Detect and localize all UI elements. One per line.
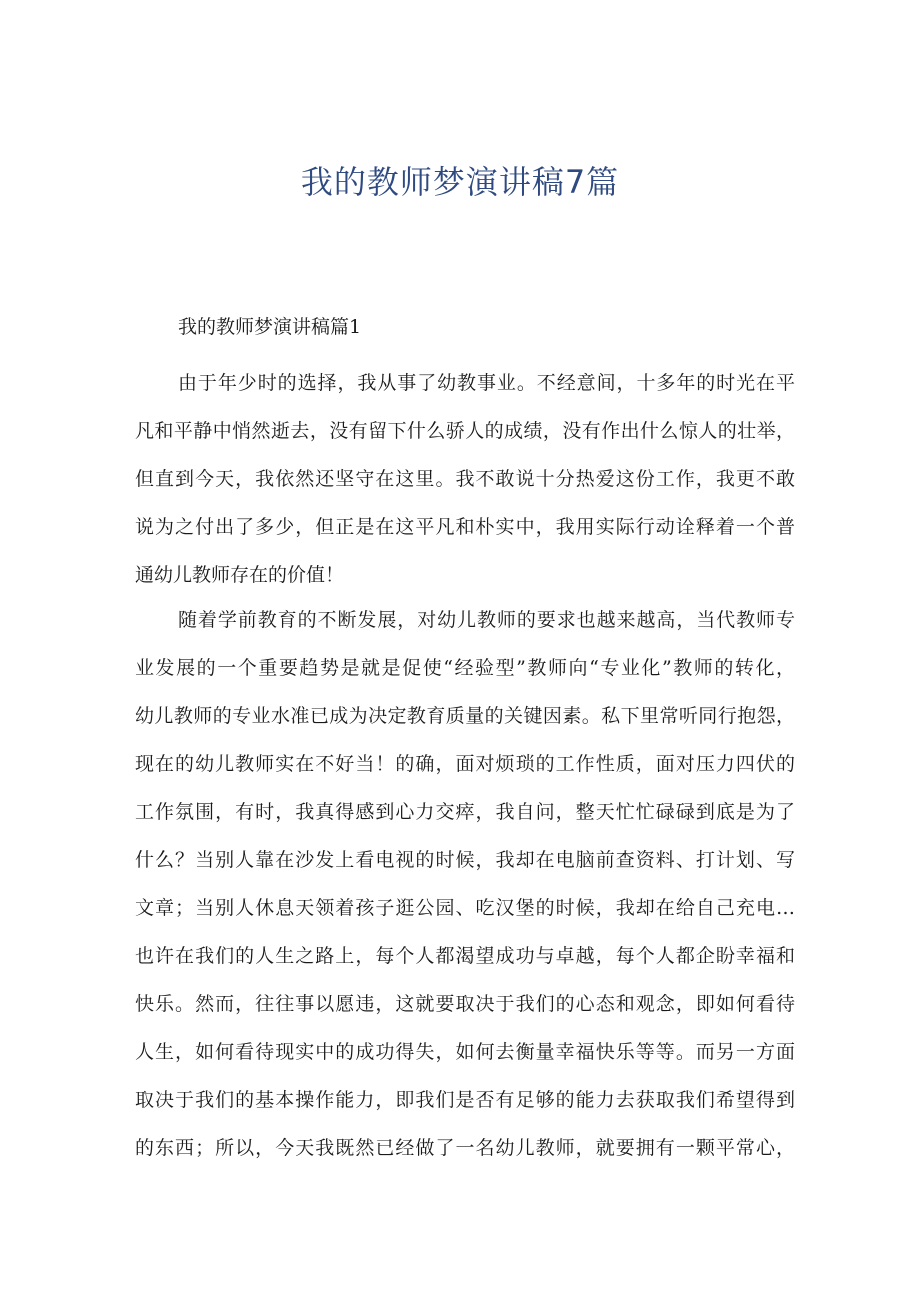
text-line: 但直到今天，我依然还坚守在这里。我不敢说十分热爱这份工作，我更不敢 [135, 468, 795, 490]
text-line: 幼儿教师的专业水准已成为决定教育质量的关键因素。私下里常听同行抱怨， [135, 705, 795, 727]
text-line: 文章；当别人休息天领着孩子逛公园、吃汉堡的时候，我却在给自己充电… [135, 897, 795, 919]
text-line: 也许在我们的人生之路上，每个人都渴望成功与卓越，每个人都企盼幸福和 [135, 945, 795, 967]
text-line: 通幼儿教师存在的价值！ [135, 564, 345, 586]
text-line: 取决于我们的基本操作能力，即我们是否有足够的能力去获取我们希望得到 [135, 1089, 795, 1111]
section-heading: 我的教师梦演讲稿篇1 [178, 316, 362, 338]
text-line: 说为之付出了多少，但正是在这平凡和朴实中，我用实际行动诠释着一个普 [135, 516, 795, 538]
text-line: 随着学前教育的不断发展，对幼儿教师的要求也越来越高，当代教师专 [178, 609, 795, 631]
text-line: 业发展的一个重要趋势是就是促使“经验型”教师向“专业化”教师的转化， [135, 657, 795, 679]
document-title: 我的教师梦演讲稿7篇 [300, 163, 620, 201]
text-line: 快乐。然而，往往事以愿违，这就要取决于我们的心态和观念，即如何看待 [135, 993, 795, 1015]
text-line: 人生，如何看待现实中的成功得失，如何去衡量幸福快乐等等。而另一方面 [135, 1041, 795, 1063]
paragraph-2 [135, 596, 795, 1172]
text-line: 什么？当别人靠在沙发上看电视的时候，我却在电脑前查资料、打计划、写 [135, 849, 795, 871]
text-line: 的东西；所以，今天我既然已经做了一名幼儿教师，就要拥有一颗平常心， [135, 1137, 795, 1159]
text-line: 工作氛围，有时，我真得感到心力交瘁，我自问，整天忙忙碌碌到底是为了 [135, 801, 795, 823]
paragraph-1 [135, 359, 795, 599]
text-line: 现在的幼儿教师实在不好当！的确，面对烦琐的工作性质，面对压力四伏的 [135, 753, 795, 775]
text-line: 由于年少时的选择，我从事了幼教事业。不经意间，十多年的时光在平 [178, 372, 795, 394]
text-line: 凡和平静中悄然逝去，没有留下什么骄人的成绩，没有作出什么惊人的壮举， [135, 420, 795, 442]
